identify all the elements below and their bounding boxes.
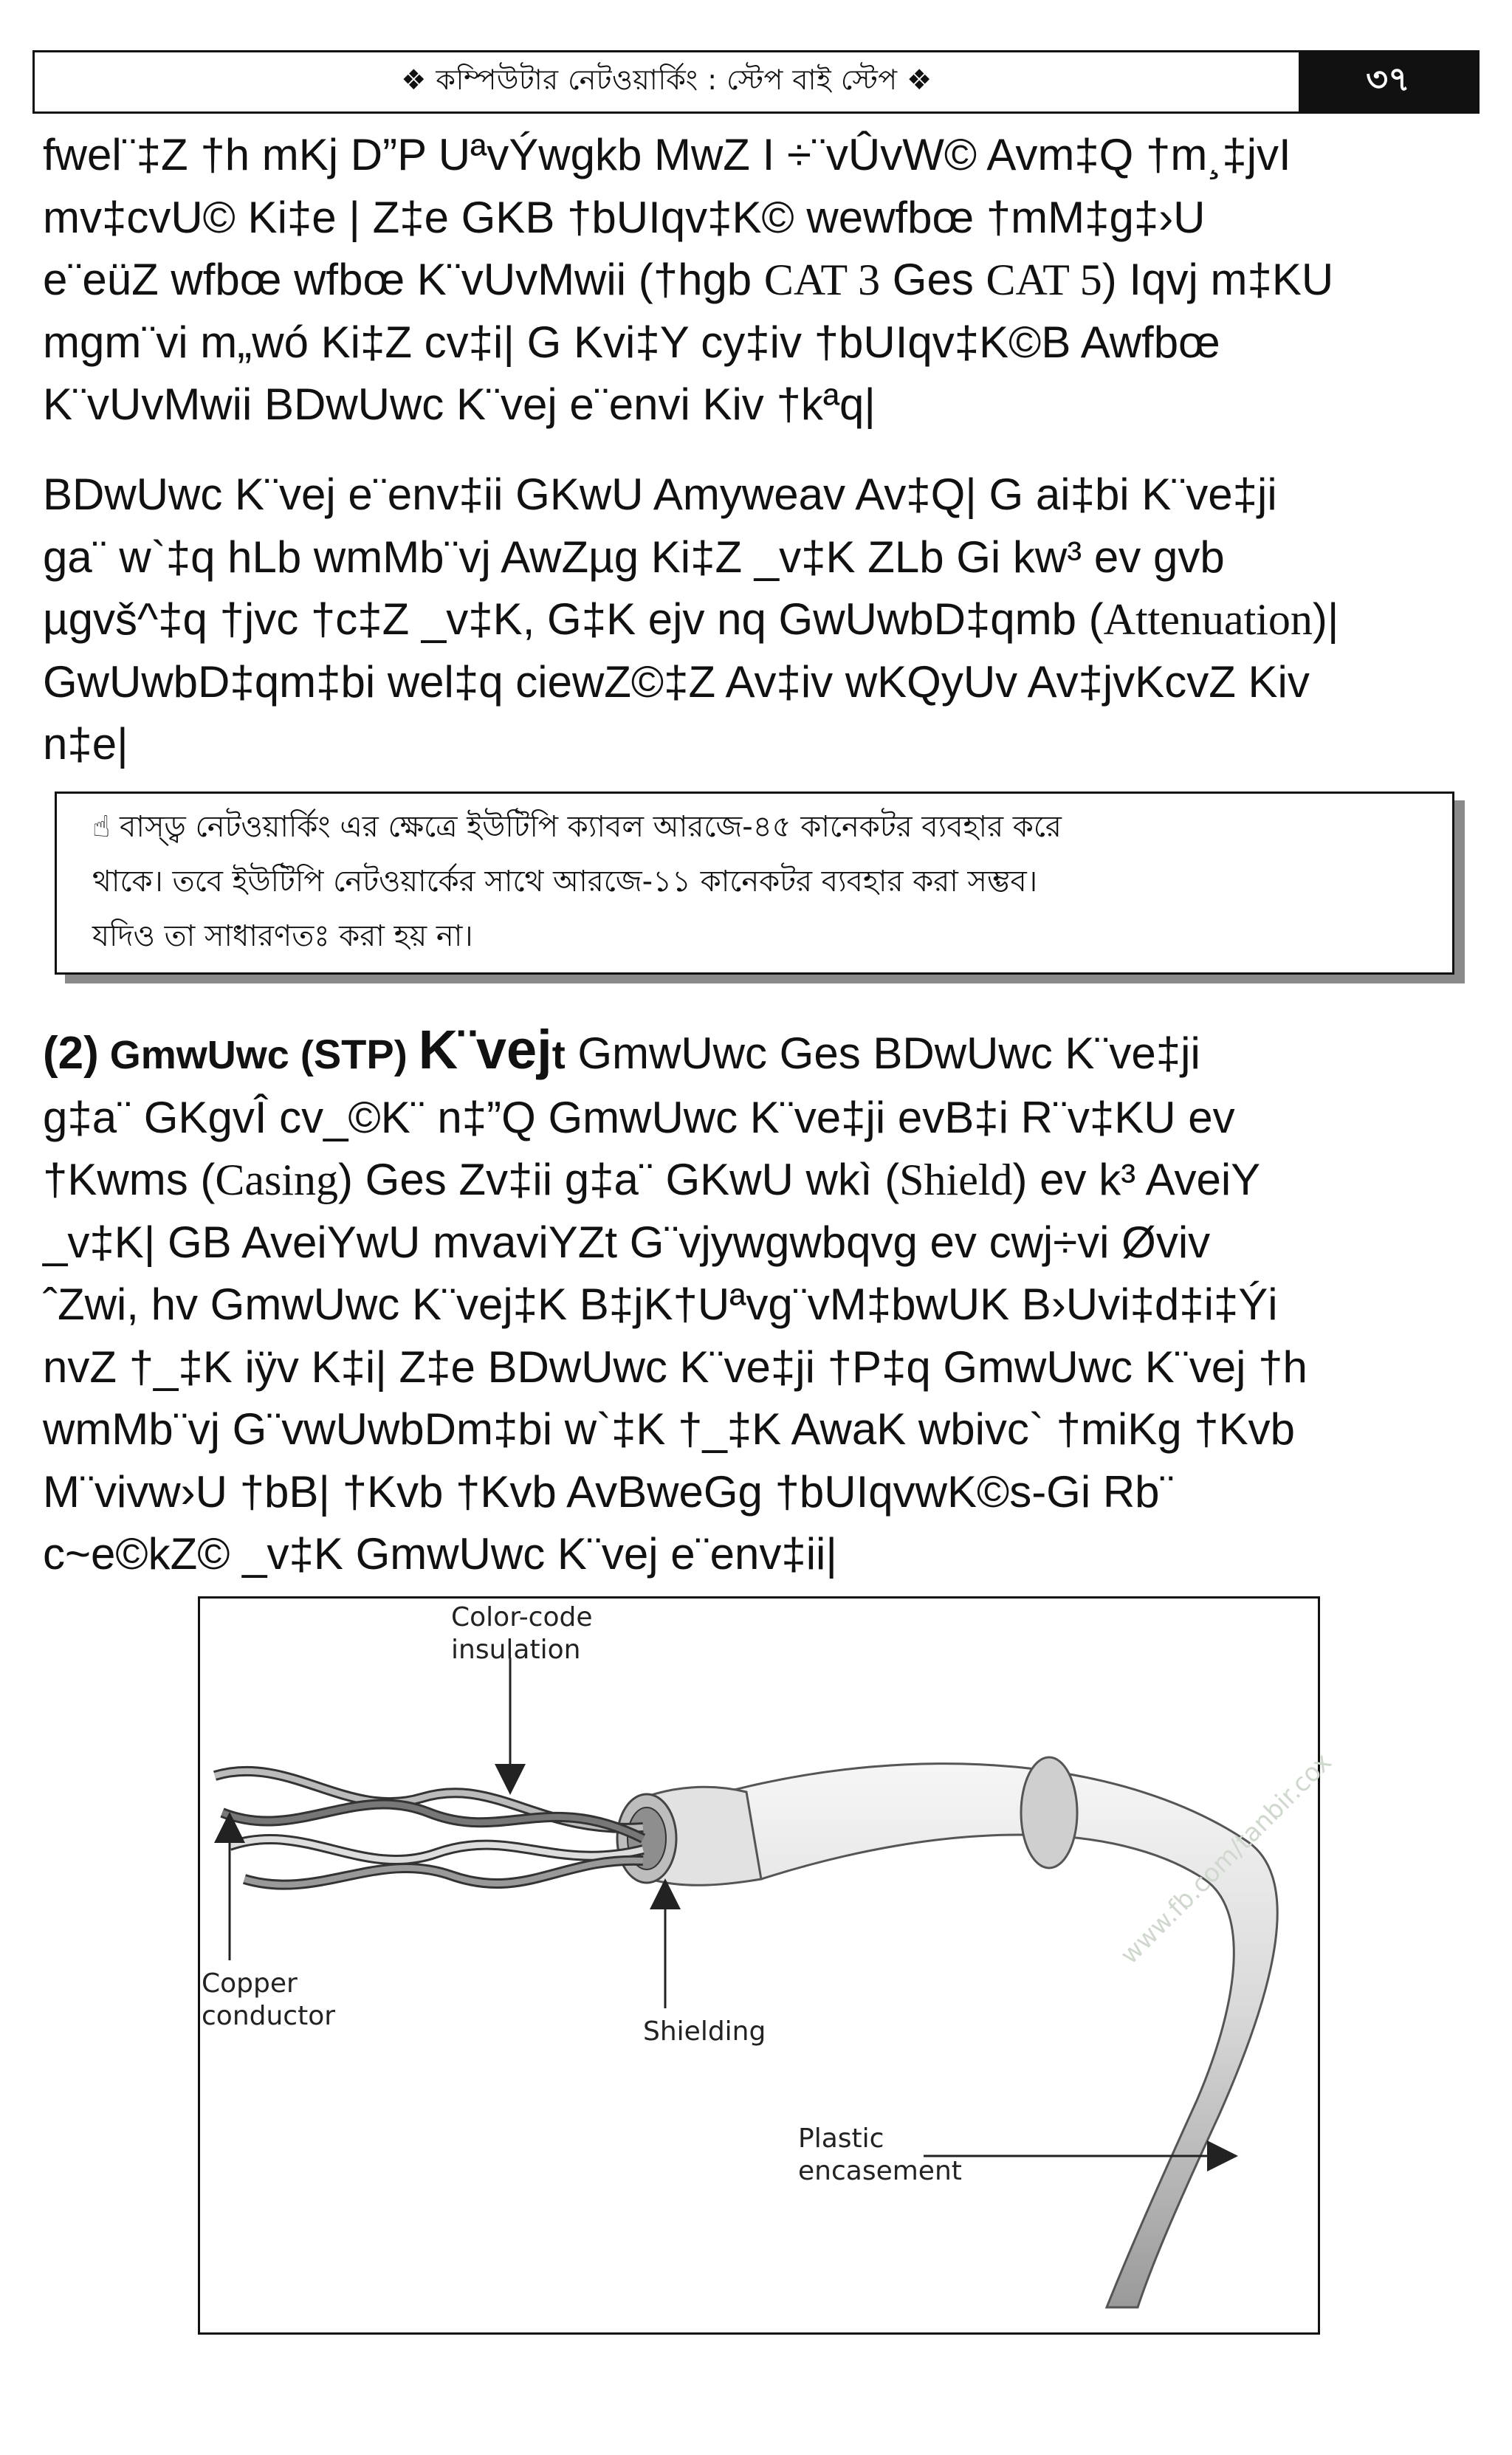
label-plastic-encasement: Plastic encasement bbox=[798, 2123, 962, 2186]
text-line: µgvš^‡q †jvc †c‡Z _v‡K, G‡K ejv nq GwUwbD‡qmb (Attenuation)| bbox=[43, 594, 1339, 644]
text-line: n‡e| bbox=[43, 719, 128, 769]
text-line: nvZ †_‡K iÿv K‡i| Z‡e BDwUwc K¨ve‡ji †P‡q GmwUwc K¨vej †h bbox=[43, 1342, 1307, 1392]
plastic-encasement-shape bbox=[717, 1764, 1277, 2307]
text-line: BDwUwc K¨vej e¨env‡ii GKwU Amyweav Av‡Q| G ai‡bi K¨ve‡ji bbox=[43, 470, 1277, 519]
text-line: M¨vivw›U †bB| †Kvb †Kvb AvBweGg †bUIqvwK©s-Gi Rb¨ bbox=[43, 1466, 1175, 1517]
label-color-code-insulation: Color-code insulation bbox=[451, 1602, 593, 1665]
text-line: mv‡cvU© Ki‡e | Z‡e GKB †bUIqv‡K© wewfbœ †mM‡g‡›U bbox=[43, 192, 1206, 242]
text-line: _v‡K| GB AveiYwU mvaviYZt G¨vjywgwbqvg ev cwj÷vi Øviv bbox=[43, 1217, 1211, 1267]
note-line: থাকে। তবে ইউটিপি নেটওয়ার্কের সাথে আরজে-১১ কানেকটর ব্যবহার করা সম্ভব। bbox=[92, 865, 1038, 899]
text-line: K¨vUvMwii BDwUwc K¨vej e¨envi Kiv †kªq| bbox=[43, 380, 876, 429]
text-line: mgm¨vi m„wó Ki‡Z cv‡i| G Kvi‡Y cy‡iv †bUIqv‡K©B Awfbœ bbox=[43, 317, 1220, 367]
pointing-hand-icon: ☝ bbox=[92, 810, 120, 844]
text-line: ˆZwi, hv GmwUwc K¨vej‡K B‡jK†Uªvg¨vM‡bwUK B›Uvi‡d‡i‡Ýi bbox=[43, 1280, 1278, 1329]
stp-cable-drawing bbox=[200, 1599, 1318, 2332]
paragraph-1 bbox=[43, 124, 1478, 436]
section-heading-line: (2) GmwUwc (STP) K¨vejt GmwUwc Ges BDwUwc K¨ve‡ji bbox=[43, 1019, 1200, 1080]
label-shielding: Shielding bbox=[643, 2016, 766, 2047]
header-title: ❖ কম্পিউটার নেটওয়ার্কিং : স্টেপ বাই স্টেপ ❖ bbox=[401, 63, 932, 96]
paragraph-2 bbox=[43, 464, 1478, 776]
text-line: wmMb¨vj G¨vwUwbDm‡bi w`‡K †_‡K AwaK wbivc` †miKg †Kvb bbox=[43, 1404, 1296, 1454]
page-number: ৩৭ bbox=[1299, 52, 1477, 111]
watermark: www.fb.com/tanbir.cox bbox=[1115, 1747, 1338, 1971]
label-copper-conductor: Copper conductor bbox=[202, 1968, 336, 2031]
text-line: †Kwms (Casing) Ges Zv‡ii g‡a¨ GKwU wkì (Shield) ev k³ AveiY bbox=[43, 1155, 1261, 1204]
text-line: ga¨ w`‡q hLb wmMb¨vj AwZµg Ki‡Z _v‡K ZLb Gi kw³ ev gvb bbox=[43, 532, 1225, 582]
text-line: c~e©kZ© _v‡K GmwUwc K¨vej e¨env‡ii| bbox=[43, 1529, 837, 1579]
text-line: GwUwbD‡qm‡bi wel‡q ciewZ©‡Z Av‡iv wKQyUv Av‡jvKcvZ Kiv bbox=[43, 656, 1310, 707]
page-header bbox=[32, 50, 1480, 114]
stp-cable-figure bbox=[198, 1596, 1320, 2335]
text-line: g‡a¨ GKgvÎ cv_©K¨ n‡”Q GmwUwc K¨ve‡ji evB‡i R¨v‡KU ev bbox=[43, 1092, 1235, 1142]
text-line: e¨eüZ wfbœ wfbœ K¨vUvMwii (†hgb CAT 3 Ges CAT 5) Iqvj m‡KU bbox=[43, 255, 1334, 304]
note-line: ☝ বাস্ড্ব নেটওয়ার্কিং এর ক্ষেত্রে ইউটিপি ক্যাবল আরজে-৪৫ কানেকটর ব্যবহার করে bbox=[92, 810, 1062, 844]
text-line: fwel¨‡Z †h mKj D”P UªvÝwgkb MwZ I ÷¨vÛvW© Avm‡Q †m¸‡jvI bbox=[43, 130, 1291, 179]
section-stp bbox=[43, 1019, 1478, 1586]
note-line: যদিও তা সাধারণতঃ করা হয় না। bbox=[92, 919, 473, 953]
note-box bbox=[55, 792, 1454, 975]
